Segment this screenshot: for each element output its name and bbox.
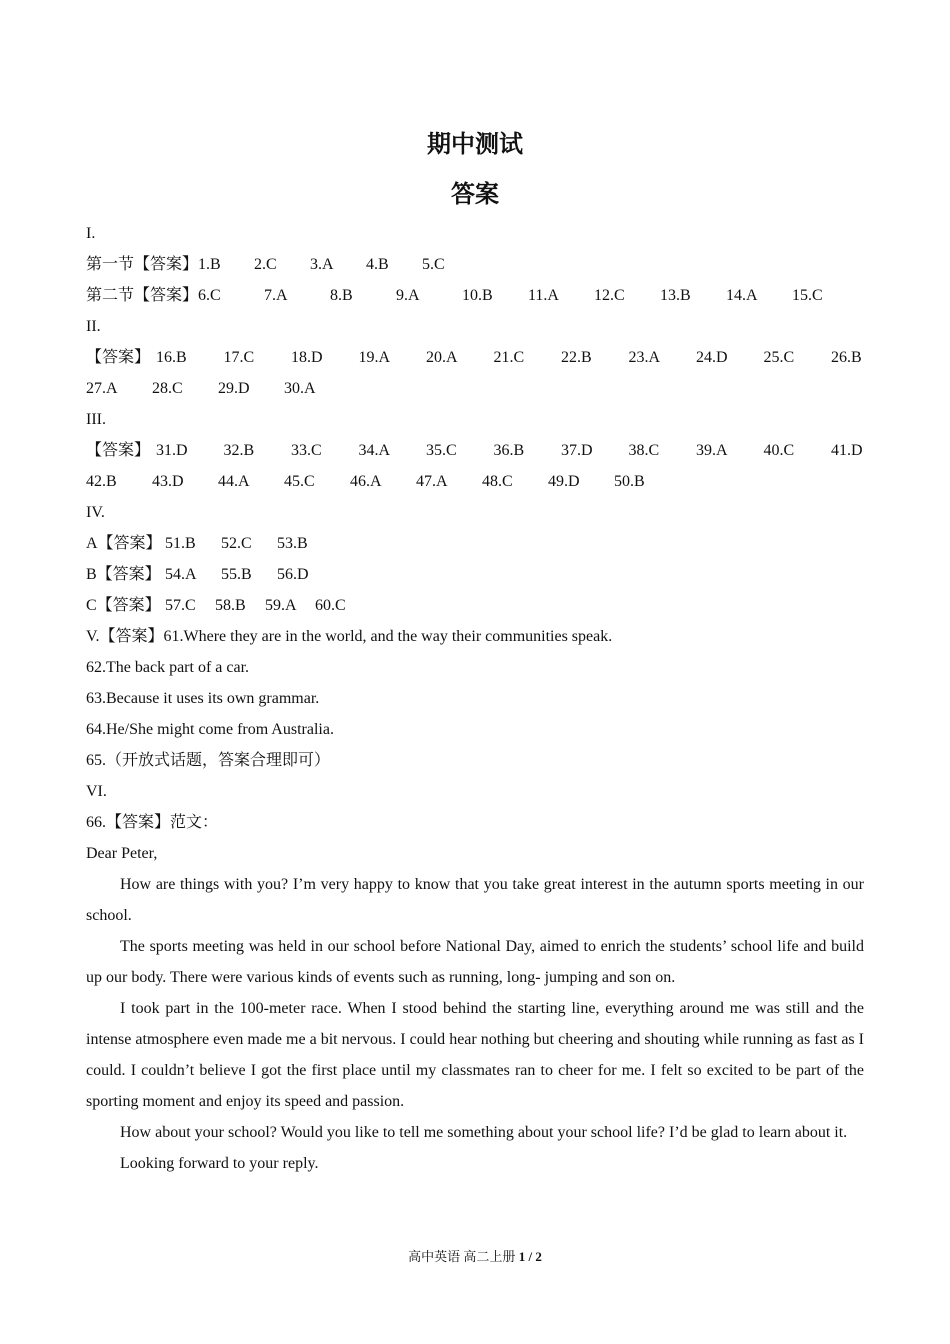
- answer-list: [86, 473, 680, 490]
- section-5-line: 63.Because it uses its own grammar.: [86, 690, 320, 707]
- answer-item: 21.C: [493, 349, 525, 366]
- answer-item: 6.C: [198, 287, 221, 304]
- section-5-line: V.【答案】61.Where they are in the world, and the way their communities speak.: [86, 628, 613, 645]
- answer-item: 41.D: [831, 442, 863, 459]
- page-footer: [0, 1246, 950, 1265]
- answer-item: 30.A: [284, 380, 316, 397]
- answer-item: 40.C: [763, 442, 795, 459]
- page-title: 期中测试: [427, 130, 523, 158]
- answer-item: 1.B: [198, 256, 221, 273]
- answer-item: 9.A: [396, 287, 420, 304]
- answer-item: 43.D: [152, 473, 184, 490]
- answer-item: 19.A: [358, 349, 391, 366]
- section-6-intro: 66.【答案】范文：: [86, 814, 219, 831]
- answer-item: 23.A: [628, 349, 661, 366]
- answer-list: [165, 597, 365, 614]
- answer-item: 53.B: [277, 535, 308, 552]
- answer-item: 15.C: [792, 287, 823, 304]
- answer-item: 14.A: [726, 287, 758, 304]
- section-5-line: 62.The back part of a car.: [86, 659, 250, 676]
- answer-list: [198, 287, 858, 304]
- answer-item: 16.B: [156, 349, 187, 366]
- section-4-b: [86, 559, 864, 590]
- answer-item: 12.C: [594, 287, 625, 304]
- answer-item: 46.A: [350, 473, 382, 490]
- answer-item: 10.B: [462, 287, 493, 304]
- answer-list: [86, 380, 350, 397]
- section-2-row-2: [86, 373, 864, 404]
- answer-item: 48.C: [482, 473, 513, 490]
- answer-item: 22.B: [561, 349, 592, 366]
- answer-item: 24.D: [696, 349, 728, 366]
- answer-content: [86, 218, 864, 1179]
- letter-salutation: Dear Peter,: [86, 845, 158, 862]
- answer-item: 58.B: [215, 597, 246, 614]
- answer-item: 3.A: [310, 256, 334, 273]
- answer-item: 34.A: [358, 442, 391, 459]
- answer-item: 47.A: [416, 473, 448, 490]
- answer-item: 39.A: [696, 442, 728, 459]
- letter-paragraph: The sports meeting was held in our school before National Day, aimed to enrich the students’ school life and build up our body. There were various kinds of events such as running, long- jumping and son on.: [86, 938, 864, 986]
- footer-text: 高中英语 高二上册: [408, 1249, 516, 1264]
- section-3-row-2: [86, 466, 864, 497]
- section-3-prefix: 【答案】: [86, 442, 151, 459]
- answer-item: 45.C: [284, 473, 315, 490]
- answer-item: 17.C: [223, 349, 255, 366]
- answer-item: 56.D: [277, 566, 309, 583]
- answer-item: 2.C: [254, 256, 277, 273]
- answer-item: 29.D: [218, 380, 250, 397]
- answer-item: 49.D: [548, 473, 580, 490]
- answer-list: [156, 442, 899, 459]
- section-2-label: II.: [86, 318, 101, 335]
- answer-item: 13.B: [660, 287, 691, 304]
- answer-list: [165, 566, 333, 583]
- section-1-part-2: [86, 280, 864, 311]
- answer-list: [156, 349, 899, 366]
- section-1-label: I.: [86, 225, 96, 242]
- answer-item: 28.C: [152, 380, 183, 397]
- answer-item: 37.D: [561, 442, 593, 459]
- section-4-label: IV.: [86, 504, 105, 521]
- answer-item: 7.A: [264, 287, 288, 304]
- page-subtitle: 答案: [451, 180, 499, 208]
- footer-separator: /: [528, 1249, 533, 1264]
- answer-item: 36.B: [493, 442, 525, 459]
- footer-page-number: 1: [518, 1249, 526, 1264]
- section-4-b-label: B【答案】: [86, 566, 161, 583]
- answer-item: 27.A: [86, 380, 118, 397]
- answer-item: 42.B: [86, 473, 117, 490]
- answer-item: 25.C: [763, 349, 795, 366]
- section-2-row-1: [86, 342, 864, 373]
- section-5-line: 65.（开放式话题，答案合理即可）: [86, 752, 331, 769]
- section-4-a: [86, 528, 864, 559]
- answer-item: 38.C: [628, 442, 660, 459]
- answer-item: 33.C: [291, 442, 322, 459]
- section-3-row-1: [86, 435, 864, 466]
- answer-item: 55.B: [221, 566, 252, 583]
- answer-item: 18.D: [291, 349, 323, 366]
- section-1-part-1-label: 第一节【答案】: [86, 256, 199, 273]
- section-1-part-2-label: 第二节【答案】: [86, 287, 199, 304]
- section-3-label: III.: [86, 411, 106, 428]
- answer-list: [165, 535, 333, 552]
- answer-item: 57.C: [165, 597, 196, 614]
- answer-item: 52.C: [221, 535, 252, 552]
- section-4-c-label: C【答案】: [86, 597, 161, 614]
- footer-page-total: 2: [535, 1249, 542, 1264]
- answer-list: [198, 256, 478, 273]
- answer-item: 26.B: [831, 349, 862, 366]
- answer-item: 44.A: [218, 473, 250, 490]
- letter-paragraph: I took part in the 100-meter race. When I stood behind the starting line, everything around me was still and the intense atmosphere even made me a bit nervous. I could hear nothing but cheering and shouting while running as fast as I could. I couldn’t believe I got the first place until my classmates ran to cheer for me. I felt so excited to be part of the sporting moment and enjoy its speed and passion.: [86, 1000, 864, 1110]
- answer-item: 20.A: [426, 349, 458, 366]
- letter-paragraph: How are things with you? I’m very happy to know that you take great interest in the autumn sports meeting in our school.: [86, 876, 864, 924]
- section-6-label: VI.: [86, 783, 107, 800]
- answer-item: 4.B: [366, 256, 389, 273]
- answer-item: 32.B: [223, 442, 255, 459]
- answer-item: 50.B: [614, 473, 645, 490]
- letter-paragraph: How about your school? Would you like to tell me something about your school life? I’d be glad to learn about it.: [120, 1124, 848, 1141]
- section-1-part-1: [86, 249, 864, 280]
- answer-item: 8.B: [330, 287, 353, 304]
- answer-item: 59.A: [265, 597, 297, 614]
- answer-item: 60.C: [315, 597, 346, 614]
- answer-item: 35.C: [426, 442, 457, 459]
- answer-item: 5.C: [422, 256, 445, 273]
- answer-item: 11.A: [528, 287, 559, 304]
- answer-item: 51.B: [165, 535, 196, 552]
- section-4-a-label: A【答案】: [86, 535, 162, 552]
- answer-item: 54.A: [165, 566, 197, 583]
- answer-item: 31.D: [156, 442, 188, 459]
- section-2-prefix: 【答案】: [86, 349, 151, 366]
- letter-closing: Looking forward to your reply.: [120, 1155, 319, 1172]
- section-4-c: [86, 590, 864, 621]
- section-5-line: 64.He/She might come from Australia.: [86, 721, 334, 738]
